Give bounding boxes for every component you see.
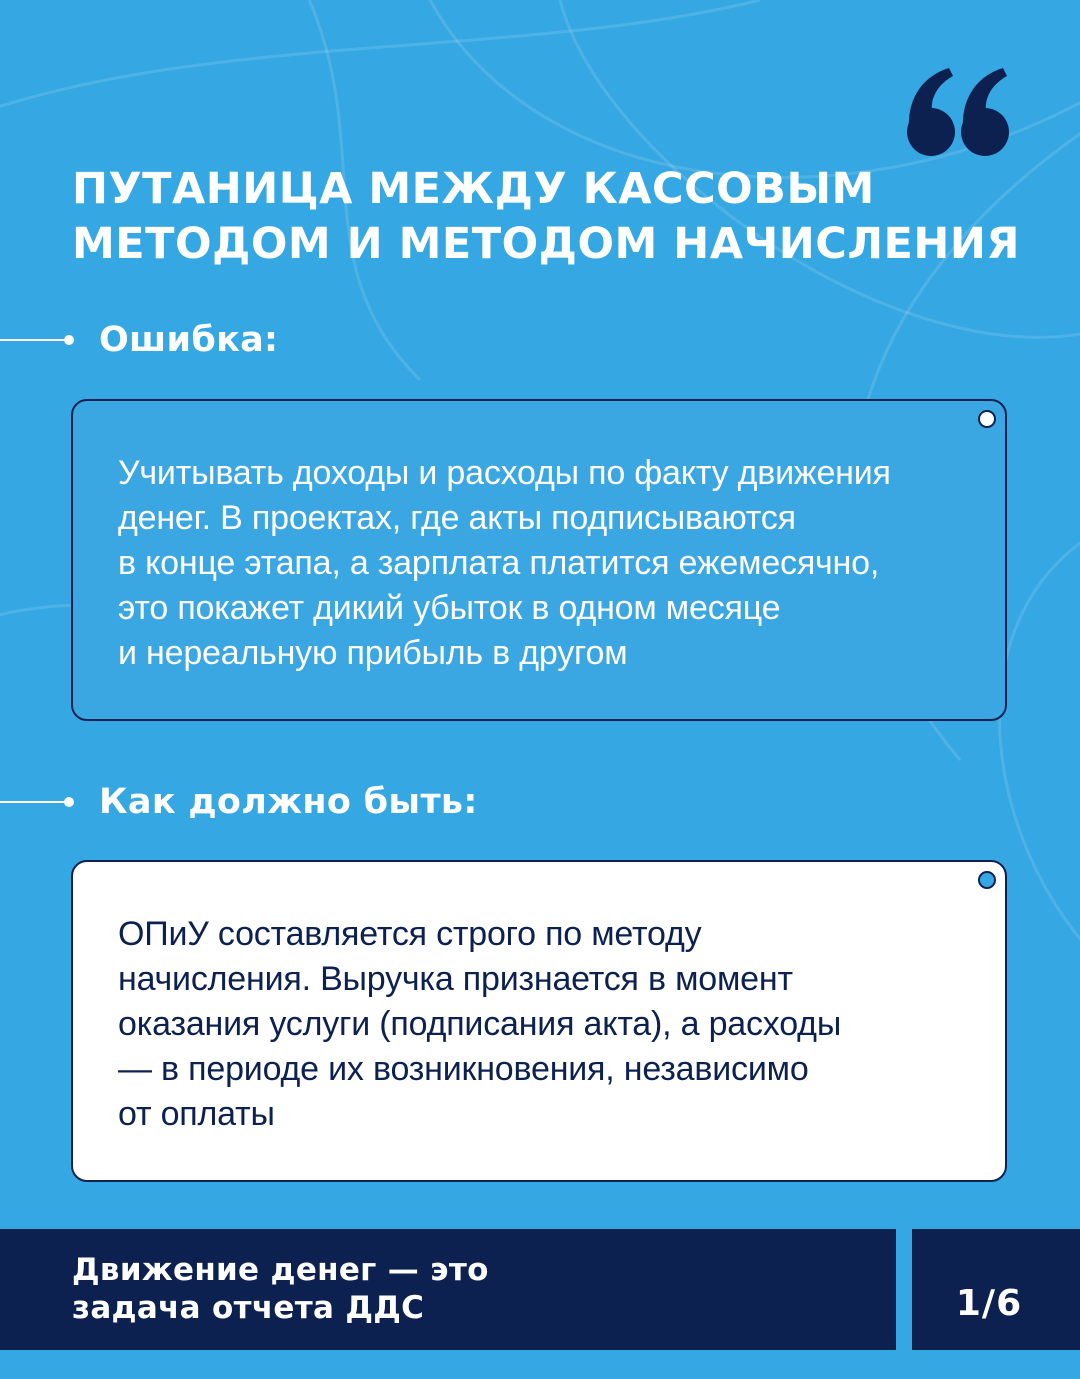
footer-text: Движение денег — это задача отчета ДДС — [72, 1252, 489, 1326]
heading-line — [0, 801, 68, 803]
footer-separator — [896, 1229, 912, 1350]
heading-line — [0, 339, 68, 341]
footer — [0, 1229, 1080, 1350]
heading-text: Ошибка: — [99, 320, 279, 360]
correct-text: ОПиУ составляется строго по методу начисления. Выручка признается в момент оказания услуги (подписания акта), а расходы — в периоде их возникновения, независимо от оплаты — [118, 915, 842, 1133]
card-dot-icon — [978, 410, 996, 428]
quote-mark-icon — [905, 68, 1015, 160]
heading-dot — [64, 335, 74, 345]
heading-dot — [64, 797, 74, 807]
card-dot-icon — [978, 871, 996, 889]
error-text: Учитывать доходы и расходы по факту движения денег. В проектах, где акты подписываются в конце этапа, а зарплата платится ежемесячно, это покажет дикий убыток в одном месяце и нереальную прибыль в другом — [118, 454, 891, 672]
correct-card — [71, 860, 1007, 1182]
page-counter: 1/6 — [955, 1283, 1023, 1324]
error-card — [71, 399, 1007, 721]
heading-text: Как должно быть: — [99, 782, 478, 822]
page-title: ПУТАНИЦА МЕЖДУ КАССОВЫМ МЕТОДОМ И МЕТОДОМ НАЧИСЛЕНИЯ — [72, 164, 1021, 269]
